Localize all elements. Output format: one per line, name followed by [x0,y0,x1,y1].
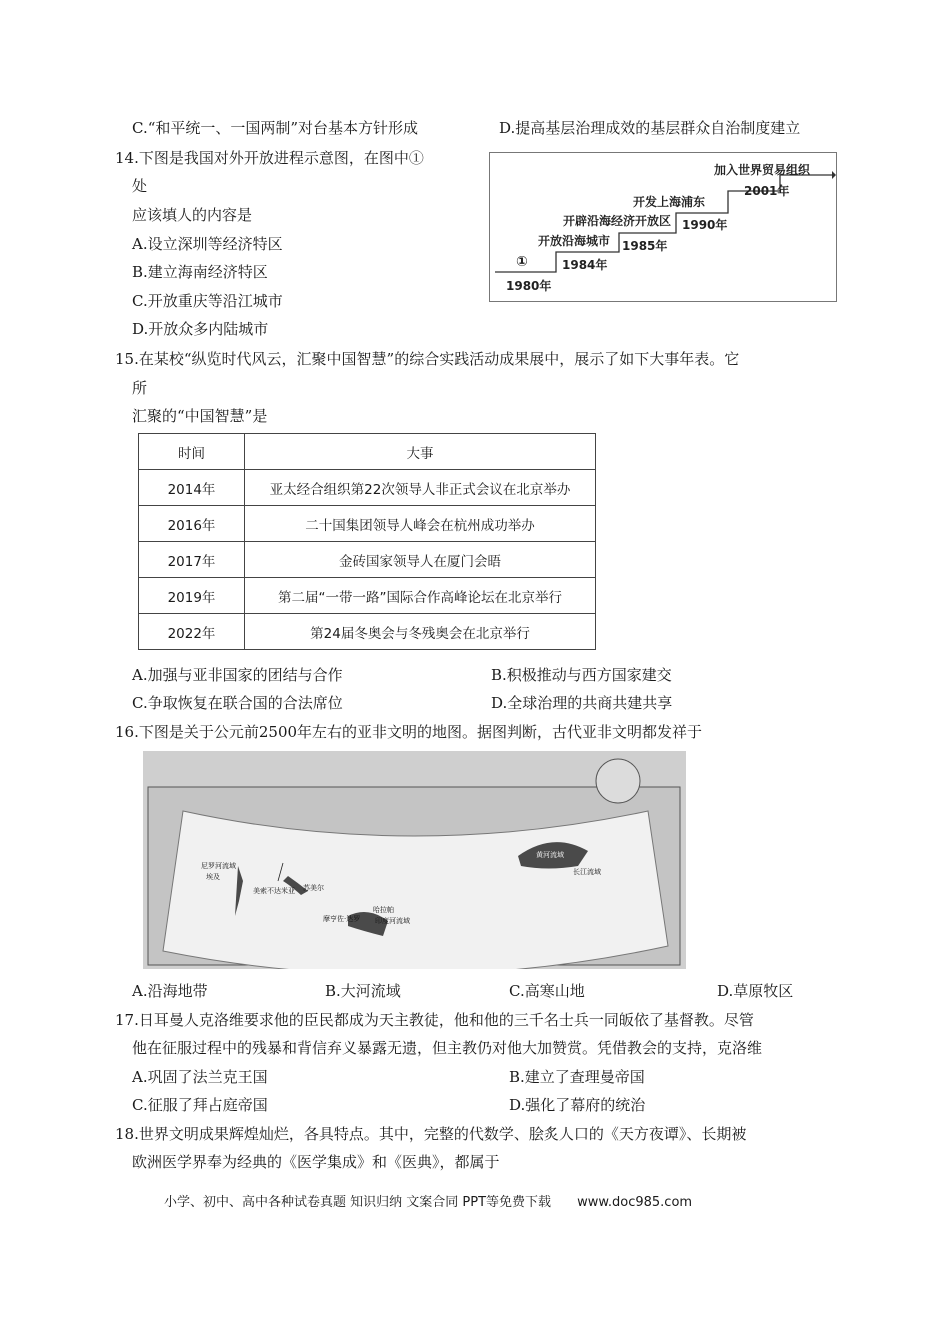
row-year: 2022年 [139,614,245,650]
q17-option-d: D.强化了幕府的统治 [509,1096,646,1114]
map-label-sumer: 苏美尔 [303,884,324,892]
q18-stem-cont: 欧洲医学界奉为经典的《医学集成》和《医典》，都属于 [132,1153,500,1171]
step-label-1990: 开发上海浦东 [633,195,706,209]
q14-stem-wrap: 处 [132,177,148,195]
q16-option-b: B.大河流域 [325,982,401,1000]
q15-option-d: D.全球治理的共商共建共享 [491,694,673,712]
arrow-head-icon [832,171,836,179]
q13-option-d: D.提高基层治理成效的基层群众自治制度建立 [499,119,801,137]
step-year-1985: 1985年 [622,239,668,253]
q16-stem: 16.下图是关于公元前2500年左右的亚非文明的地图。据图判断，古代亚非文明都发祥于 [115,723,703,741]
header-time: 时间 [139,434,245,470]
q13-option-c: C.“和平统一、一国两制”对台基本方针形成 [132,119,419,137]
q17-option-b: B.建立了查理曼帝国 [509,1068,645,1086]
q17-option-a: A.巩固了法兰克王国 [132,1068,268,1086]
q15-stem: 15.在某校“纵览时代风云，汇聚中国智慧”的综合实践活动成果展中，展示了如下大事年表。它 [115,350,740,368]
q14-stem-cont: 应该填人的内容是 [132,206,253,224]
q15-stem-cont: 汇聚的“中国智慧”是 [132,407,268,425]
marker-circled-one: ① [516,254,528,270]
row-event: 亚太经合组织第22次领导人非正式会议在北京举办 [245,470,596,506]
table-row [139,578,596,614]
row-event: 第二届“一带一路”国际合作高峰论坛在北京举行 [245,578,596,614]
map-label-egypt: 埃及 [206,873,220,881]
opening-up-diagram [489,152,837,302]
q14-option-c: C.开放重庆等沿江城市 [132,292,283,310]
map-label-mesopotamia: 美索不达米亚 [253,887,295,895]
map-label-yellow-river: 黄河流域 [536,851,564,859]
map-label-yangtze: 长江流域 [573,868,601,876]
step-year-2001: 2001年 [744,184,790,198]
q15-option-b: B.积极推动与西方国家建交 [491,666,672,684]
row-year: 2017年 [139,542,245,578]
q14-option-b: B.建立海南经济特区 [132,263,268,281]
table-row [139,506,596,542]
asia-africa-civilization-map [143,751,686,969]
footer-url[interactable]: www.doc985.com [577,1195,693,1210]
map-label-nile: 尼罗河流域 [201,862,236,870]
table-header-row [139,434,596,470]
table-row [139,470,596,506]
row-event: 二十国集团领导人峰会在杭州成功举办 [245,506,596,542]
step-year-1980: 1980年 [506,279,552,293]
page-footer [164,1191,692,1210]
q14-stem: 14.下图是我国对外开放进程示意图，在图中① [115,149,424,167]
events-table [138,433,596,650]
q15-stem-wrap: 所 [132,379,148,397]
q15-option-a: A.加强与亚非国家的团结与合作 [132,666,343,684]
row-year: 2014年 [139,470,245,506]
q17-stem-cont: 他在征服过程中的残暴和背信弃义暴露无遗，但主教仍对他大加赞赏。凭借教会的支持，克洛维 [132,1039,763,1057]
row-year: 2019年 [139,578,245,614]
header-event: 大事 [245,434,596,470]
table-row [139,614,596,650]
step-label-1984: 开放沿海城市 [538,234,611,248]
q17-stem: 17.日耳曼人克洛维要求他的臣民都成为天主教徒，他和他的三千名士兵一同皈依了基督教。尽管 [115,1011,754,1029]
step-year-1990: 1990年 [682,218,728,232]
table-row [139,542,596,578]
q14-option-a: A.设立深圳等经济特区 [132,235,283,253]
globe-icon [596,759,640,803]
q16-option-a: A.沿海地带 [132,982,208,1000]
q18-stem: 18.世界文明成果辉煌灿烂，各具特点。其中，完整的代数学、脍炙人口的《天方夜谭》、长期被 [115,1125,747,1143]
map-label-indus: 印度河流域 [375,917,410,925]
map-label-harappa: 哈拉帕 [373,906,394,914]
map-graphic [143,751,686,969]
row-year: 2016年 [139,506,245,542]
q16-option-c: C.高寒山地 [509,982,585,1000]
step-label-1985: 开辟沿海经济开放区 [563,214,672,228]
q16-option-d: D.草原牧区 [717,982,794,1000]
step-label-2001: 加入世界贸易组织 [714,163,811,177]
row-event: 金砖国家领导人在厦门会晤 [245,542,596,578]
row-event: 第24届冬奥会与冬残奥会在北京举行 [245,614,596,650]
step-year-1984: 1984年 [562,258,608,272]
q14-option-d: D.开放众多内陆城市 [132,320,269,338]
q15-option-c: C.争取恢复在联合国的合法席位 [132,694,343,712]
map-label-mohenjo-daro: 摩亨佐·达罗 [323,915,361,923]
q17-option-c: C.征服了拜占庭帝国 [132,1096,268,1114]
footer-text: 小学、初中、高中各种试卷真题 知识归纳 文案合同 PPT等免费下载 [164,1195,552,1210]
